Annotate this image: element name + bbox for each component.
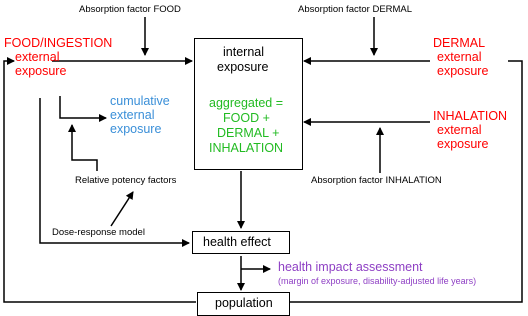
absorption-factor-food-label: Absorption factor FOOD (79, 4, 181, 15)
health-effect-label: health effect (203, 235, 271, 249)
health-impact-assessment-subtitle: (margin of exposure, disability-adjusted life years) (278, 276, 477, 286)
dermal-title: DERMAL (433, 36, 486, 50)
absorption-factor-inhalation-label: Absorption factor INHALATION (311, 175, 442, 186)
aggregated-label: aggregated = (209, 96, 284, 110)
cumulative-title: cumulative (110, 94, 170, 108)
arrow-dose-to-potency (111, 192, 133, 226)
population-box (197, 292, 290, 316)
inhalation-title: INHALATION (433, 109, 508, 123)
inhalation-line3: exposure (437, 137, 489, 151)
arrow-to-cumulative (60, 96, 106, 118)
arrow-potency-to-cumulative (72, 125, 97, 171)
aggregated-dermal: DERMAL + (217, 126, 280, 140)
inhalation-line2: external (437, 123, 482, 137)
aggregated-food: FOOD + (223, 111, 270, 125)
population-label: population (215, 296, 273, 310)
food-ingestion-line3: exposure (15, 64, 67, 78)
internal-exposure-title: internal (223, 45, 264, 59)
dermal-line3: exposure (437, 64, 489, 78)
dermal-node (433, 36, 488, 78)
relative-potency-factors-label: Relative potency factors (75, 175, 177, 186)
cumulative-line3: exposure (110, 122, 162, 136)
internal-exposure-box (194, 38, 303, 170)
absorption-factor-dermal-label: Absorption factor DERMAL (298, 4, 413, 15)
dose-response-model-label: Dose-response model (52, 227, 145, 238)
dermal-line2: external (437, 50, 482, 64)
internal-exposure-line2: exposure (217, 60, 269, 74)
food-ingestion-title: FOOD/INGESTION (4, 36, 113, 50)
food-ingestion-node (4, 36, 112, 78)
food-ingestion-line2: external (15, 50, 60, 64)
health-effect-box (192, 231, 290, 254)
cumulative-line2: external (110, 108, 155, 122)
cumulative-exposure-node (110, 94, 170, 136)
health-impact-assessment-title: health impact assessment (278, 260, 423, 274)
aggregated-inhalation: INHALATION (209, 141, 284, 155)
inhalation-node (433, 109, 507, 151)
